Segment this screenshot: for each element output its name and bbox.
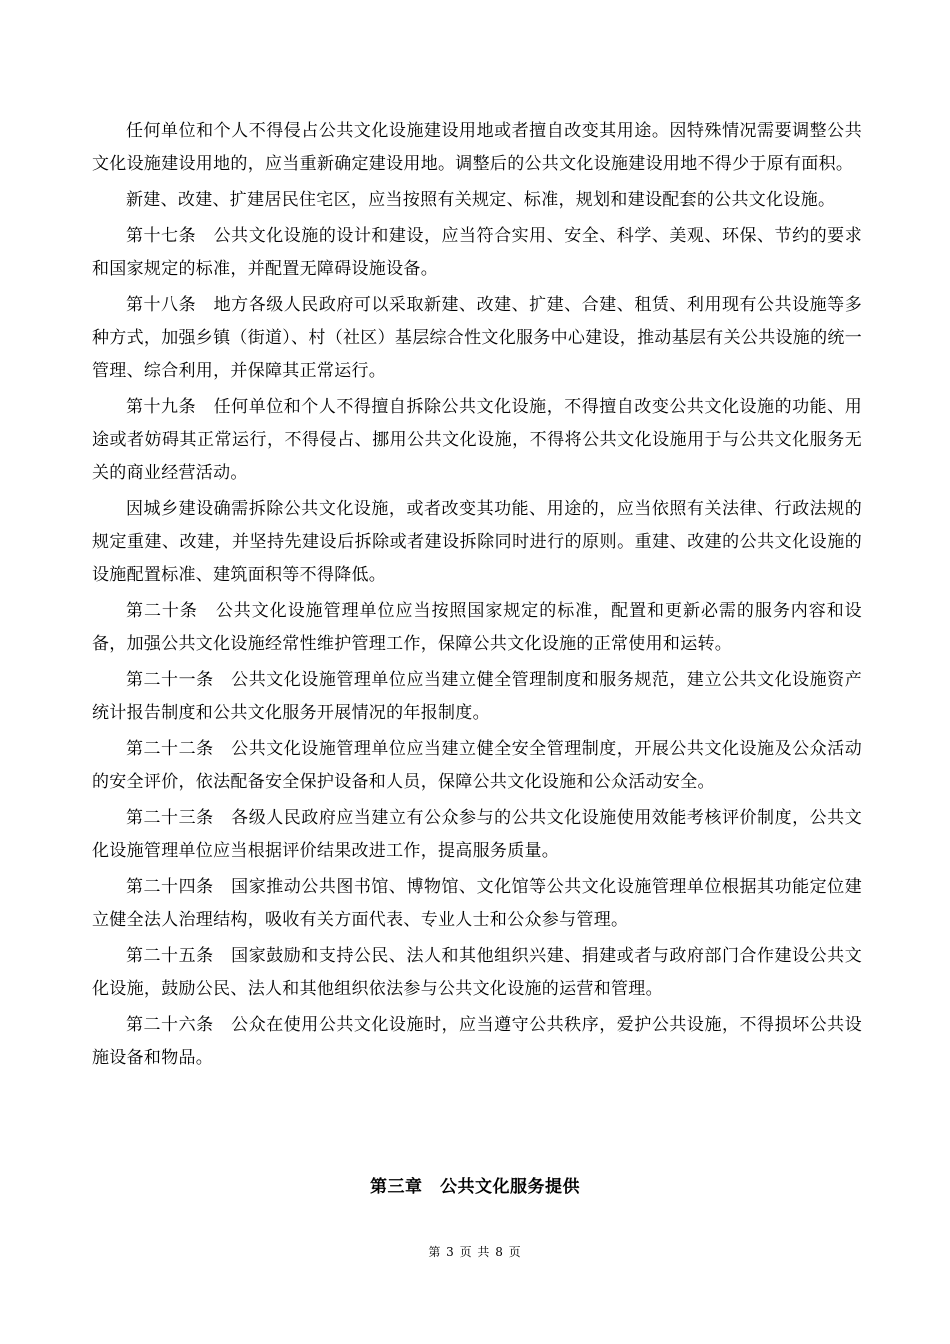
article-25: 第二十五条 国家鼓励和支持公民、法人和其他组织兴建、捐建或者与政府部门合作建设公共文化设施，鼓励公民、法人和其他组织依法参与公共文化设施的运营和管理。 [92, 946, 862, 999]
article-19: 第十九条 任何单位和个人不得擅自拆除公共文化设施，不得擅自改变公共文化设施的功能、用途或者妨碍其正常运行，不得侵占、挪用公共文化设施，不得将公共文化设施用于与公共文化服务无关的商业经营活动。 [92, 397, 862, 483]
article-22: 第二十二条 公共文化设施管理单位应当建立健全安全管理制度，开展公共文化设施及公众活动的安全评价，依法配备安全保护设备和人员，保障公共文化设施和公众活动安全。 [92, 739, 862, 792]
article-17: 第十七条 公共文化设施的设计和建设，应当符合实用、安全、科学、美观、环保、节约的要求和国家规定的标准，并配置无障碍设施设备。 [92, 226, 862, 279]
paragraph: 任何单位和个人不得侵占公共文化设施建设用地或者擅自改变其用途。因特殊情况需要调整公共文化设施建设用地的，应当重新确定建设用地。调整后的公共文化设施建设用地不得少于原有面积。 [92, 121, 862, 174]
article-20: 第二十条 公共文化设施管理单位应当按照国家规定的标准，配置和更新必需的服务内容和设备，加强公共文化设施经常性维护管理工作，保障公共文化设施的正常使用和运转。 [92, 601, 862, 654]
page-number-footer: 第 3 页 共 8 页 [428, 1245, 522, 1259]
paragraph: 新建、改建、扩建居民住宅区，应当按照有关规定、标准，规划和建设配套的公共文化设施。 [126, 190, 836, 210]
body-text [92, 115, 862, 1078]
article-26: 第二十六条 公众在使用公共文化设施时，应当遵守公共秩序，爱护公共设施，不得损坏公共设施设备和物品。 [92, 1015, 862, 1068]
article-21: 第二十一条 公共文化设施管理单位应当建立健全管理制度和服务规范，建立公共文化设施资产统计报告制度和公共文化服务开展情况的年报制度。 [92, 670, 862, 723]
chapter-heading: 第三章 公共文化服务提供 [370, 1177, 580, 1197]
article-23: 第二十三条 各级人民政府应当建立有公众参与的公共文化设施使用效能考核评价制度，公共文化设施管理单位应当根据评价结果改进工作，提高服务质量。 [92, 808, 862, 861]
paragraph: 因城乡建设确需拆除公共文化设施，或者改变其功能、用途的，应当依照有关法律、行政法规的规定重建、改建，并坚持先建设后拆除或者建设拆除同时进行的原则。重建、改建的公共文化设施的设施配置标准、建筑面积等不得降低。 [92, 499, 862, 585]
article-24: 第二十四条 国家推动公共图书馆、博物馆、文化馆等公共文化设施管理单位根据其功能定位建立健全法人治理结构，吸收有关方面代表、专业人士和公众参与管理。 [92, 877, 862, 930]
article-18: 第十八条 地方各级人民政府可以采取新建、改建、扩建、合建、租赁、利用现有公共设施等多种方式，加强乡镇（街道）、村（社区）基层综合性文化服务中心建设，推动基层有关公共设施的统一管理、综合利用，并保障其正常运行。 [92, 295, 862, 381]
